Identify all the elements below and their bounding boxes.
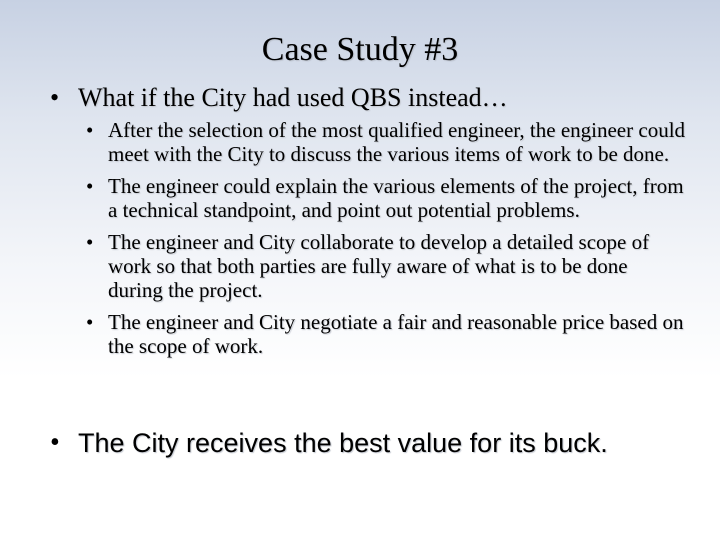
bullet-glyph: • bbox=[86, 118, 94, 142]
slide-title: Case Study #3 bbox=[261, 31, 459, 68]
sub-bullet-text: The engineer and City collaborate to develop a detailed scope of work so that both parties are fully aware of what is to be done during the project. bbox=[108, 230, 650, 302]
bullet-glyph: • bbox=[50, 427, 60, 458]
main-bullet-text: What if the City had used QBS instead… bbox=[78, 83, 508, 112]
bullet-glyph: • bbox=[86, 174, 94, 198]
sub-bullet-text: The engineer could explain the various elements of the project, from a technical standpoint, and point out potential problems. bbox=[108, 174, 684, 222]
main-bullet bbox=[50, 82, 690, 114]
sub-bullet bbox=[86, 310, 686, 358]
final-bullet bbox=[50, 426, 700, 460]
sub-bullet bbox=[86, 118, 686, 166]
bullet-glyph: • bbox=[50, 83, 60, 112]
bullet-glyph: • bbox=[86, 310, 94, 334]
sub-bullet bbox=[86, 230, 686, 302]
sub-bullet bbox=[86, 174, 686, 222]
bullet-glyph: • bbox=[86, 230, 94, 254]
final-bullet-text: The City receives the best value for its buck. bbox=[78, 428, 608, 458]
sub-bullet-text: The engineer and City negotiate a fair and reasonable price based on the scope of work. bbox=[108, 310, 684, 358]
sub-bullet-list bbox=[86, 118, 686, 366]
sub-bullet-text: After the selection of the most qualified engineer, the engineer could meet with the City to discuss the various items of work to be done. bbox=[108, 118, 686, 166]
